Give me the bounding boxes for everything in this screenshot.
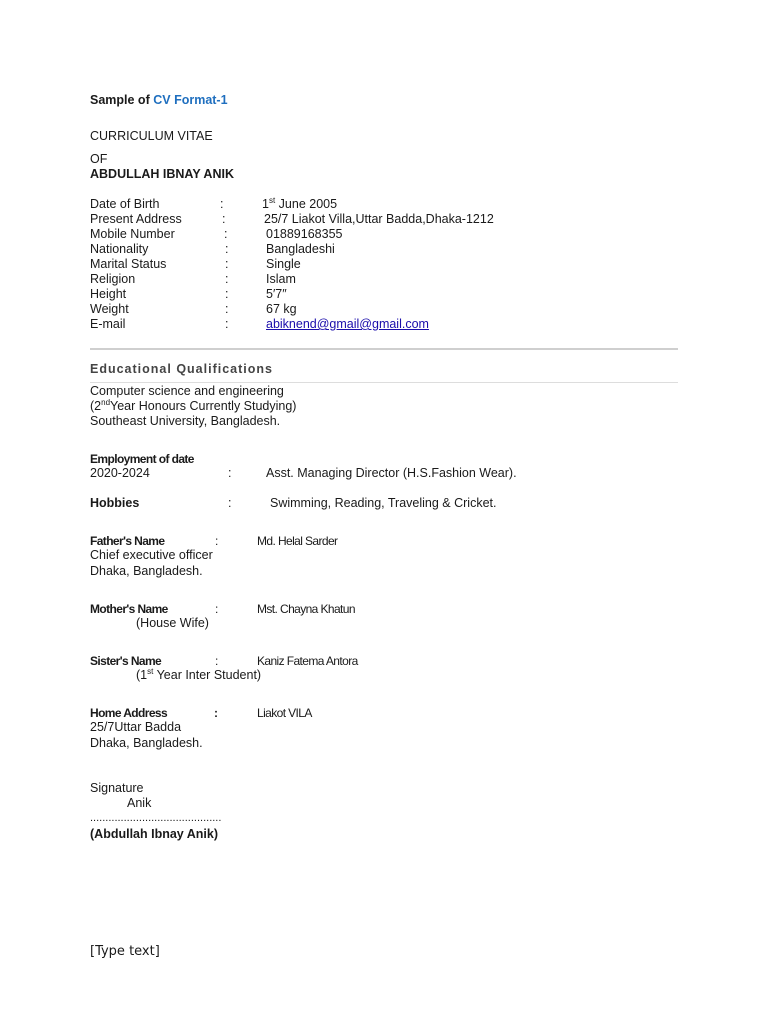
footer-placeholder: [Type text] (90, 944, 160, 959)
home-address-line2: Dhaka, Bangladesh. (90, 736, 203, 750)
colon: : (225, 317, 229, 331)
education-university: Southeast University, Bangladesh. (90, 414, 281, 428)
signature-name: Anik (127, 796, 152, 810)
colon: : (222, 212, 226, 226)
home-address-label: Home Address (90, 706, 168, 720)
colon: : (228, 496, 232, 510)
value-weight: 67 kg (266, 302, 297, 316)
value-marital-status: Single (266, 257, 301, 271)
education-heading: Educational Qualifications (90, 362, 273, 376)
label-height: Height (90, 287, 127, 301)
father-name: Md. Helal Sarder (257, 534, 338, 548)
label-dob: Date of Birth (90, 197, 160, 211)
sample-heading (90, 93, 228, 107)
sample-prefix: Sample of (90, 93, 150, 107)
email-link[interactable]: abiknend@gmail@gmail.com (266, 317, 429, 331)
mother-occupation: (House Wife) (136, 616, 209, 630)
home-address-value: Liakot VILA (257, 706, 312, 720)
label-marital-status: Marital Status (90, 257, 167, 271)
colon: : (215, 534, 218, 548)
candidate-name: ABDULLAH IBNAY ANIK (90, 167, 234, 181)
employment-position: Asst. Managing Director (H.S.Fashion Wear). (266, 466, 517, 480)
father-location: Dhaka, Bangladesh. (90, 564, 203, 578)
value-religion: Islam (266, 272, 296, 286)
colon: : (224, 227, 228, 241)
label-religion: Religion (90, 272, 136, 286)
heading-underline (90, 382, 678, 383)
sister-label: Sister's Name (90, 654, 162, 668)
colon: : (215, 654, 218, 668)
signature-label: Signature (90, 781, 144, 795)
colon: : (225, 257, 229, 271)
sister-occupation: (1st Year Inter Student) (136, 666, 262, 682)
colon: : (225, 302, 229, 316)
label-mobile: Mobile Number (90, 227, 175, 241)
value-height: 5′7″ (266, 287, 287, 301)
hobbies-label: Hobbies (90, 496, 140, 510)
hobbies-value: Swimming, Reading, Traveling & Cricket. (270, 496, 497, 510)
cv-title: CURRICULUM VITAE (90, 129, 213, 143)
label-nationality: Nationality (90, 242, 149, 256)
signature-full-name: (Abdullah Ibnay Anik) (90, 827, 219, 841)
mother-label: Mother's Name (90, 602, 168, 616)
home-address-line1: 25/7Uttar Badda (90, 720, 182, 734)
cv-of: OF (90, 152, 108, 166)
employment-years: 2020-2024 (90, 466, 150, 480)
colon: : (225, 242, 229, 256)
section-divider (90, 348, 678, 350)
format-label: CV Format-1 (153, 93, 228, 107)
father-occupation: Chief executive officer (90, 548, 213, 562)
colon: : (225, 272, 229, 286)
colon: : (214, 706, 218, 720)
colon: : (228, 466, 232, 480)
signature-line: ........................................... (90, 812, 222, 824)
label-present-address: Present Address (90, 212, 182, 226)
value-dob: 1st June 2005 (262, 195, 338, 211)
mother-name: Mst. Chayna Khatun (257, 602, 355, 616)
label-email: E-mail (90, 317, 126, 331)
education-degree: Computer science and engineering (90, 384, 284, 398)
label-weight: Weight (90, 302, 129, 316)
value-mobile: 01889168355 (266, 227, 343, 241)
value-nationality: Bangladeshi (266, 242, 335, 256)
value-present-address: 25/7 Liakot Villa,Uttar Badda,Dhaka-1212 (264, 212, 494, 226)
father-label: Father's Name (90, 534, 165, 548)
employment-heading: Employment of date (90, 452, 194, 466)
colon: : (220, 197, 224, 211)
colon: : (215, 602, 218, 616)
sister-name: Kaniz Fatema Antora (257, 654, 358, 668)
colon: : (225, 287, 229, 301)
education-year: (2ndYear Honours Currently Studying) (90, 397, 297, 413)
